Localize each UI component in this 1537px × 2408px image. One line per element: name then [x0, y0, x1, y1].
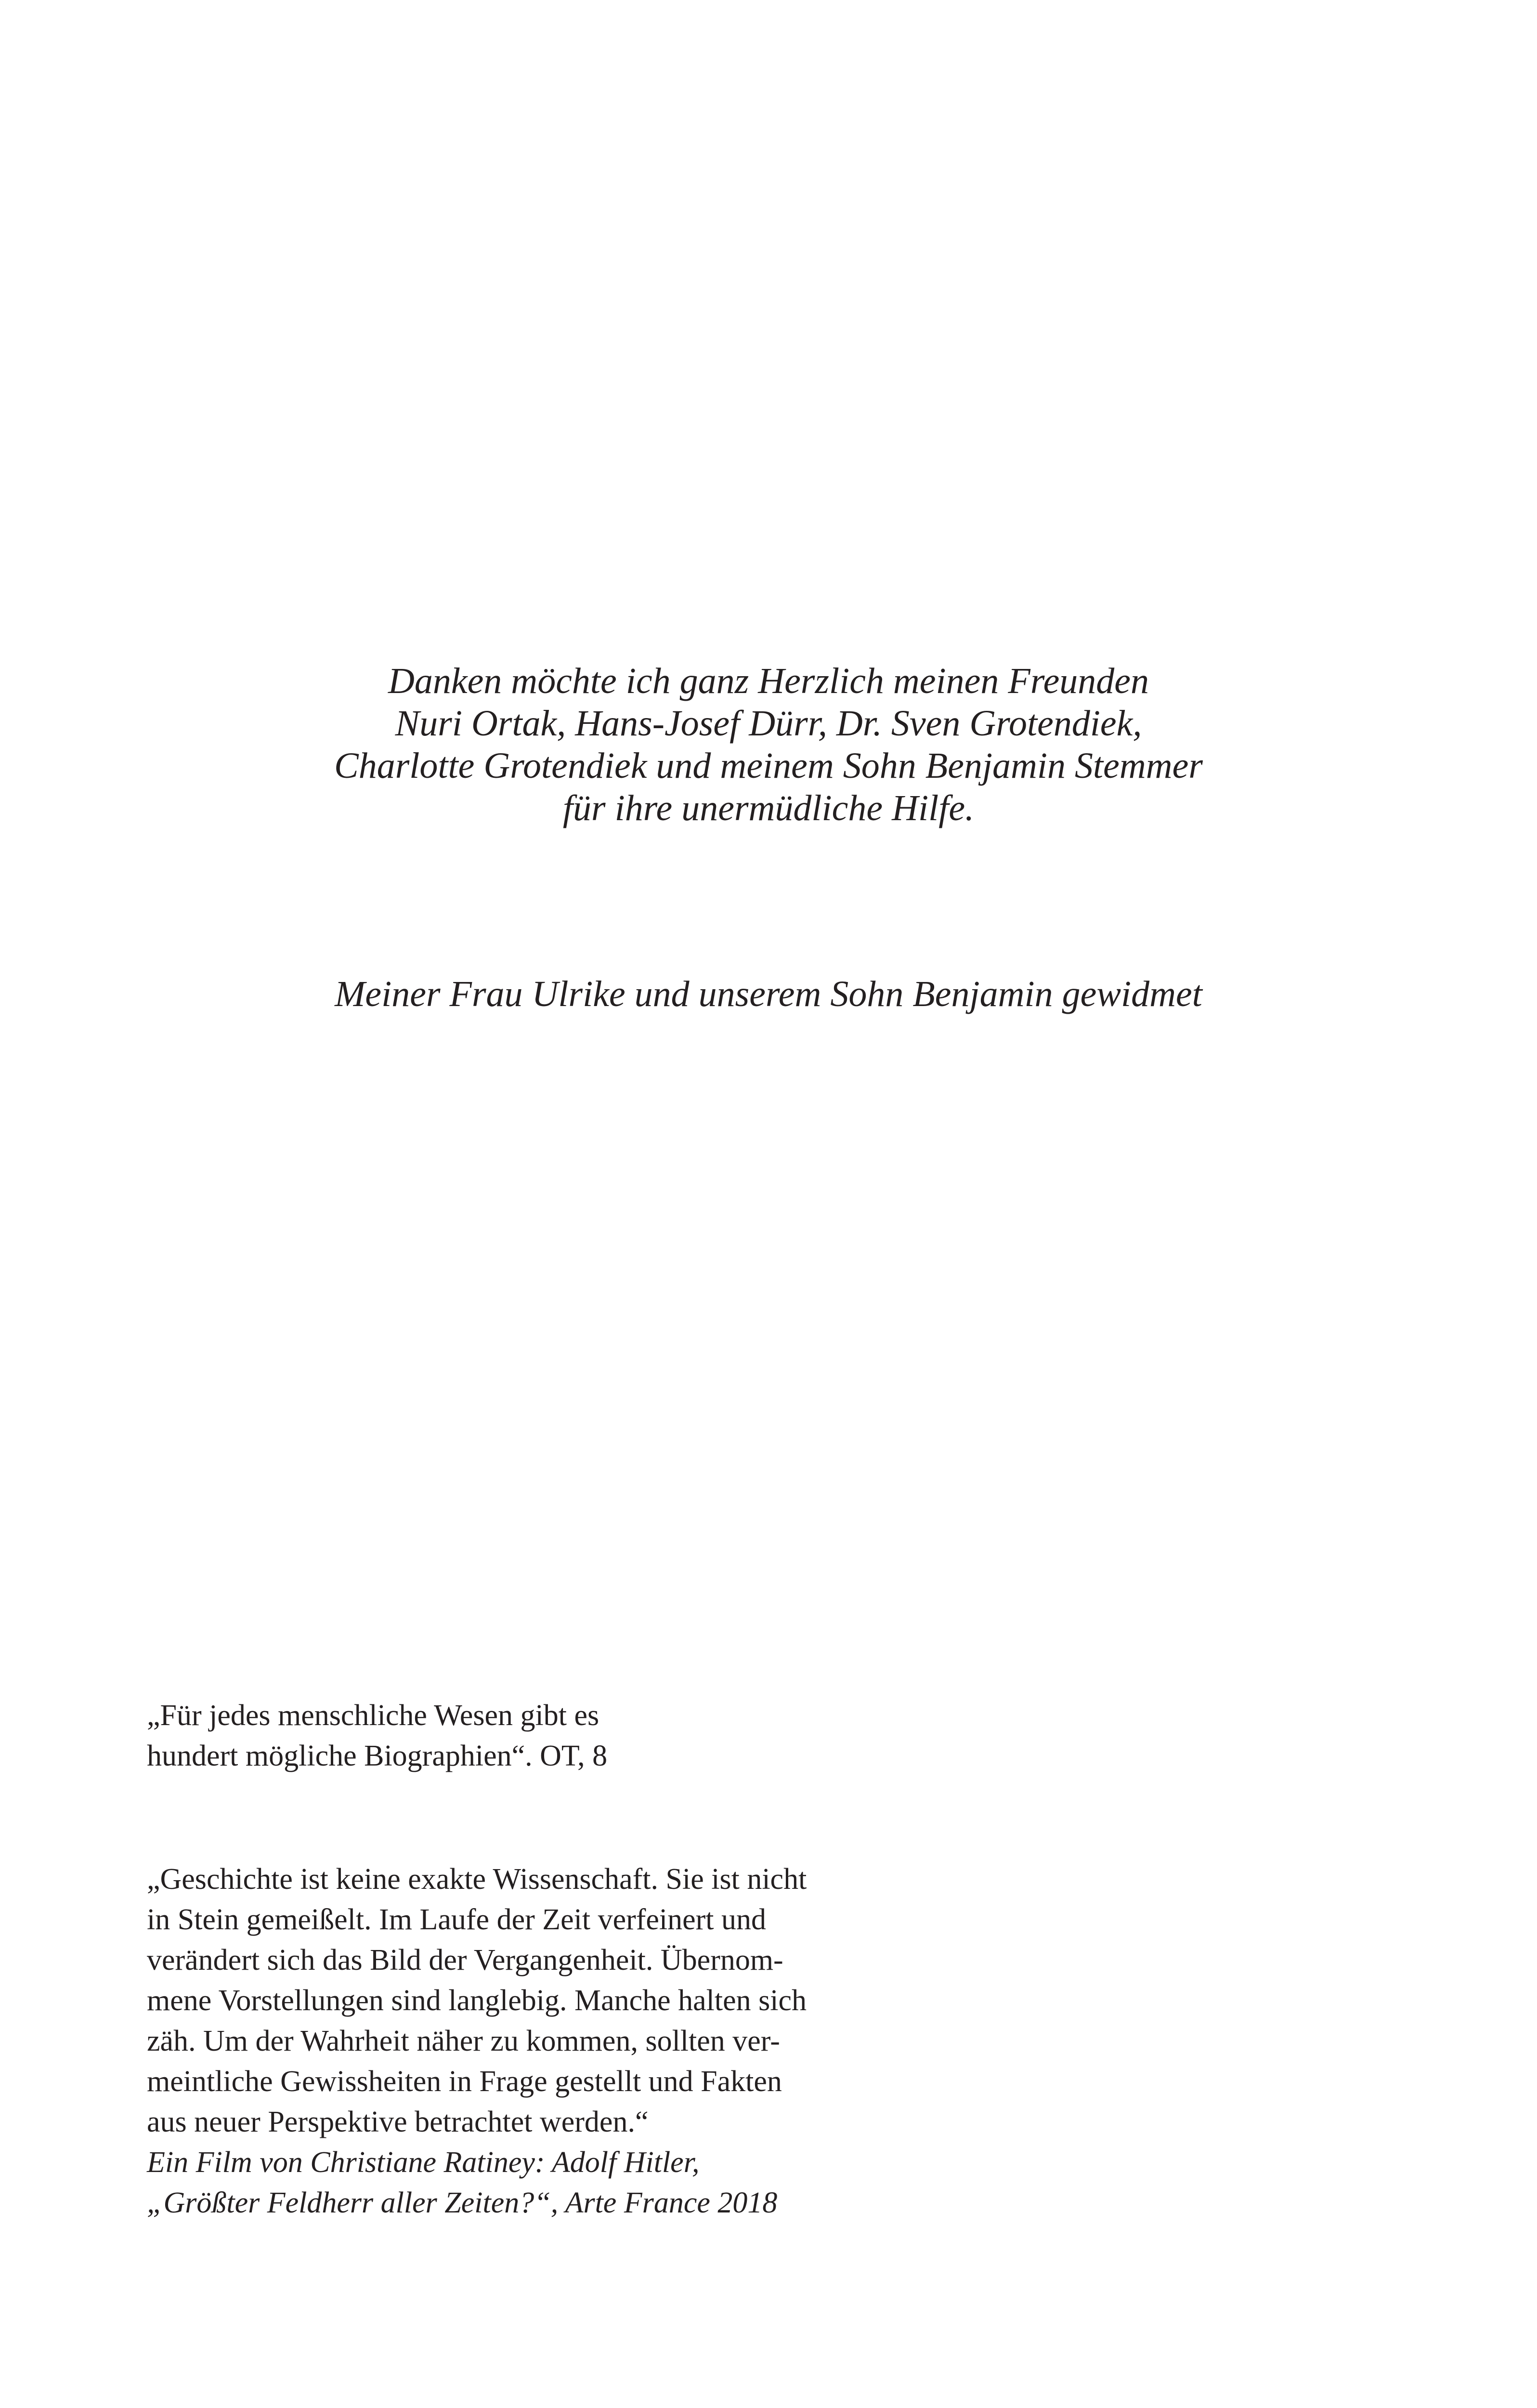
- epigraph-quote-2: [147, 1859, 807, 2223]
- epigraph-line: „Für jedes menschliche Wesen gibt es: [147, 1699, 599, 1732]
- epigraph-line: verändert sich das Bild der Vergangenheit. Übernom-: [147, 1944, 783, 1976]
- epigraph-source-line: „Größter Feldherr aller Zeiten?“, Arte France 2018: [147, 2186, 778, 2219]
- epigraph-line: in Stein gemeißelt. Im Laufe der Zeit verfeinert und: [147, 1903, 767, 1936]
- epigraph-line: zäh. Um der Wahrheit näher zu kommen, sollten ver-: [147, 2025, 780, 2057]
- epigraph-line: mene Vorstellungen sind langlebig. Manche halten sich: [147, 1984, 807, 2017]
- epigraph-line: hundert mögliche Biographien“. OT, 8: [147, 1740, 608, 1772]
- acknowledgement-line: für ihre unermüdliche Hilfe.: [562, 788, 975, 828]
- acknowledgement-line: Nuri Ortak, Hans-Josef Dürr, Dr. Sven Grotendiek,: [395, 703, 1142, 744]
- epigraph-quote-1: [147, 1695, 607, 1776]
- acknowledgement-line: Charlotte Grotendiek und meinem Sohn Benjamin Stemmer: [334, 746, 1203, 786]
- epigraph-line: meintliche Gewissheiten in Frage gestellt und Fakten: [147, 2065, 782, 2098]
- epigraph-line: aus neuer Perspektive betrachtet werden.“: [147, 2106, 649, 2138]
- dedication-text: Meiner Frau Ulrike und unserem Sohn Benjamin gewidmet: [335, 974, 1202, 1014]
- acknowledgement-line: Danken möchte ich ganz Herzlich meinen Freunden: [388, 661, 1149, 701]
- epigraph-line: „Geschichte ist keine exakte Wissenschaft. Sie ist nicht: [147, 1863, 807, 1896]
- epigraph-source-line: Ein Film von Christiane Ratiney: Adolf Hitler,: [147, 2146, 700, 2179]
- acknowledgement-text: [0, 660, 1537, 829]
